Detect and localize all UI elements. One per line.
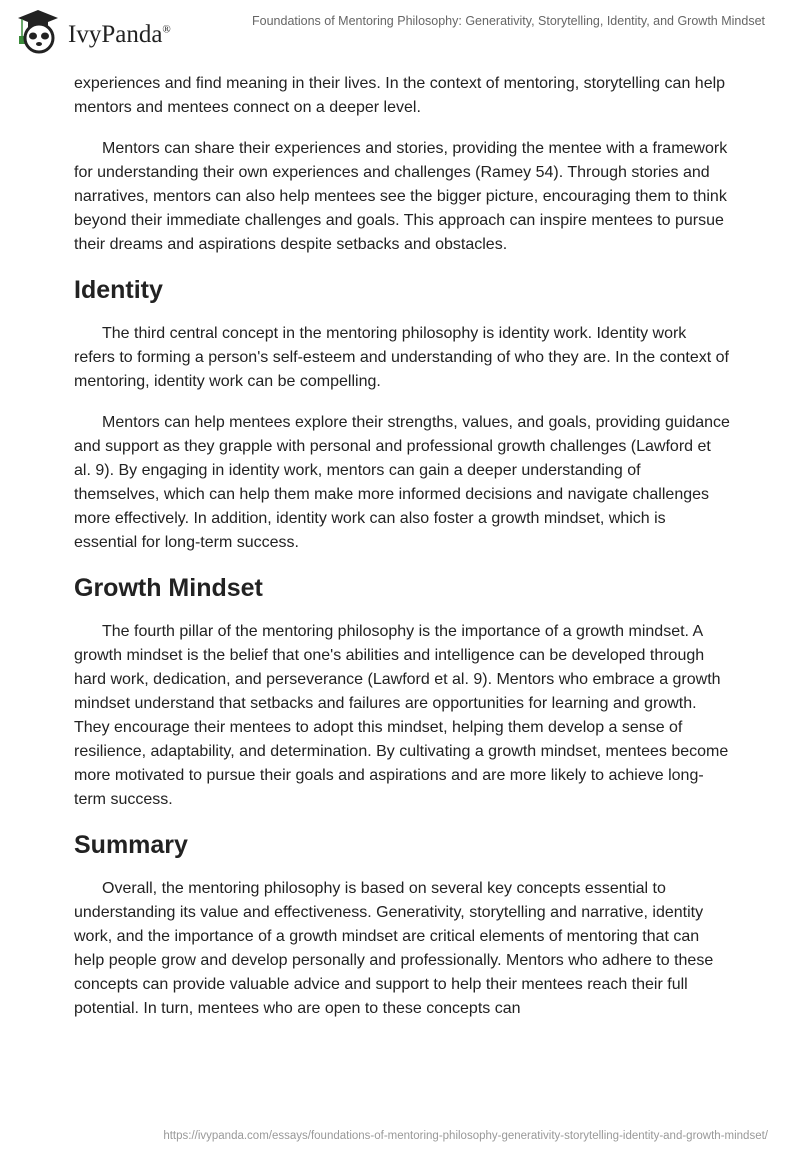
registered-mark: ® xyxy=(162,23,171,36)
source-url[interactable]: https://ivypanda.com/essays/foundations-of-mentoring-philosophy-generativity-storytelling-identity-and-growth-mindset/ xyxy=(163,1130,768,1142)
paragraph: Overall, the mentoring philosophy is based on several key concepts essential to understanding its value and effectiveness. Generativity, storytelling and narrative, identity work, and the importance of a growth mindset are critical elements of mentoring that can help people grow and develop personally and professionally. Mentors who adhere to these concepts can provide valuable advice and support to help their mentees reach their full potential. In turn, mentees who are open to these concepts can xyxy=(74,880,714,1017)
panda-logo-icon xyxy=(14,8,62,54)
paragraph: The third central concept in the mentoring philosophy is identity work. Identity work refers to forming a person's self-esteem and understanding of who they are. In the context of mentoring, identity work can be compelling. xyxy=(74,325,729,390)
article-body xyxy=(74,72,730,1038)
section-heading-identity: Identity xyxy=(74,276,163,304)
section-heading-summary: Summary xyxy=(74,831,188,859)
document-title: Foundations of Mentoring Philosophy: Generativity, Storytelling, Identity, and Growth Mindset xyxy=(252,14,765,28)
section-heading-growth-mindset: Growth Mindset xyxy=(74,574,263,602)
paragraph: experiences and find meaning in their lives. In the context of mentoring, storytelling can help mentors and mentees connect on a deeper level. xyxy=(74,75,726,116)
paragraph: Mentors can help mentees explore their strengths, values, and goals, providing guidance and support as they grapple with personal and professional growth challenges (Lawford et al. 9). By engaging in identity work, mentors can gain a deeper understanding of themselves, which can help them make more informed decisions and navigate challenges more effectively. In addition, identity work can also foster a growth mindset, which is essential for long-term success. xyxy=(74,414,730,551)
brand-name xyxy=(68,21,171,49)
paragraph: Mentors can share their experiences and stories, providing the mentee with a framework for understanding their own experiences and challenges (Ramey 54). Through stories and narratives, mentors can also help mentees see the bigger picture, encouraging them to think beyond their immediate challenges and goals. This approach can inspire mentees to pursue their dreams and aspirations despite setbacks and obstacles. xyxy=(74,140,728,253)
paragraph: The fourth pillar of the mentoring philosophy is the importance of a growth mindset. A growth mindset is the belief that one's abilities and intelligence can be developed through hard work, dedication, and perseverance (Lawford et al. 9). Mentors who embrace a growth mindset understand that setbacks and failures are opportunities for learning and growth. They encourage their mentees to adopt this mindset, helping them develop a sense of resilience, adaptability, and determination. By cultivating a growth mindset, mentees become more motivated to pursue their goals and aspirations and are more likely to achieve long-term success. xyxy=(74,623,729,808)
logo[interactable] xyxy=(14,8,171,54)
header xyxy=(0,0,800,60)
brand-text: IvyPanda xyxy=(68,21,163,48)
